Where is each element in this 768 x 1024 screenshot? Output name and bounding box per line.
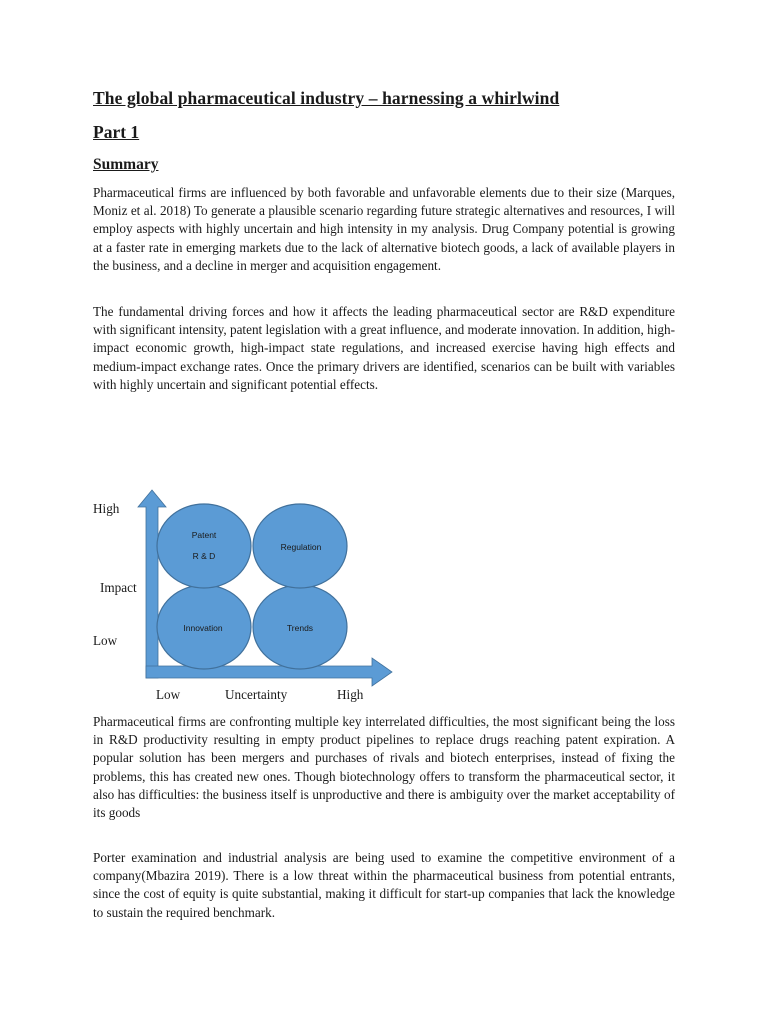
summary-heading: Summary <box>93 156 159 173</box>
paragraph-2: The fundamental driving forces and how it affects the leading pharmaceutical sector are R&D expenditure with significant intensity, patent legislation with a great influence, and moderate innovation. In addition, high-impact economic growth, high-impact state regulations, and increased exercise having high effects and medium-impact exchange rates. Once the primary drivers are identified, scenarios can be built with variables with highly uncertain and significant potential effects. <box>93 304 675 392</box>
y-axis-arrow <box>138 490 166 678</box>
y-axis-low-label: Low <box>93 633 118 648</box>
paragraph-4: Porter examination and industrial analysis are being used to examine the competitive environment of a company(Mbazira 2019). There is a low threat within the pharmaceutical business from potential entrants, since the cost of equity is quite substantial, making it difficult for start-up companies that lack the knowledge to sustain the required benchmark. <box>93 850 675 920</box>
circle-label-regulation: Regulation <box>280 542 322 552</box>
paragraph-1: Pharmaceutical firms are influenced by both favorable and unfavorable elements due to their size (Marques, Moniz et al. 2018) To generate a plausible scenario regarding future strategic alternatives and resources, I will employ aspects with highly uncertain and high intensity in my analysis. Drug Company potential is growing at a faster rate in emerging markets due to the lack of alternative biotech goods, a lack of available players in the business, and a decline in merger and acquisition engagement. <box>93 185 675 273</box>
circle-patent-rd <box>157 504 251 588</box>
y-axis-high-label: High <box>93 501 120 516</box>
part-heading: Part 1 <box>93 122 140 142</box>
circle-label-trends: Trends <box>286 623 314 633</box>
x-axis-low-label: Low <box>156 687 181 702</box>
x-axis-high-label: High <box>337 687 364 702</box>
x-axis-title: Uncertainty <box>225 687 288 702</box>
y-axis-title: Impact <box>100 580 137 595</box>
paragraph-3: Pharmaceutical firms are confronting multiple key interrelated difficulties, the most significant being the loss in R&D productivity resulting in empty product pipelines to replace drugs reaching patent expiration. A popular solution has been mergers and purchases of rivals and biotech enterprises, instead of fixing the problems, this has created new ones. Though biotechnology offers to transform the pharmaceutical sector, it also has difficulties: the business itself is unproductive and there is ambiguity over the market acceptability of its goods <box>93 714 675 821</box>
circle-label-rd: R & D <box>192 551 216 561</box>
circle-label-patent: Patent <box>191 530 217 540</box>
circle-label-innovation: Innovation <box>183 623 223 633</box>
document-title: The global pharmaceutical industry – harnessing a whirlwind <box>93 88 560 108</box>
